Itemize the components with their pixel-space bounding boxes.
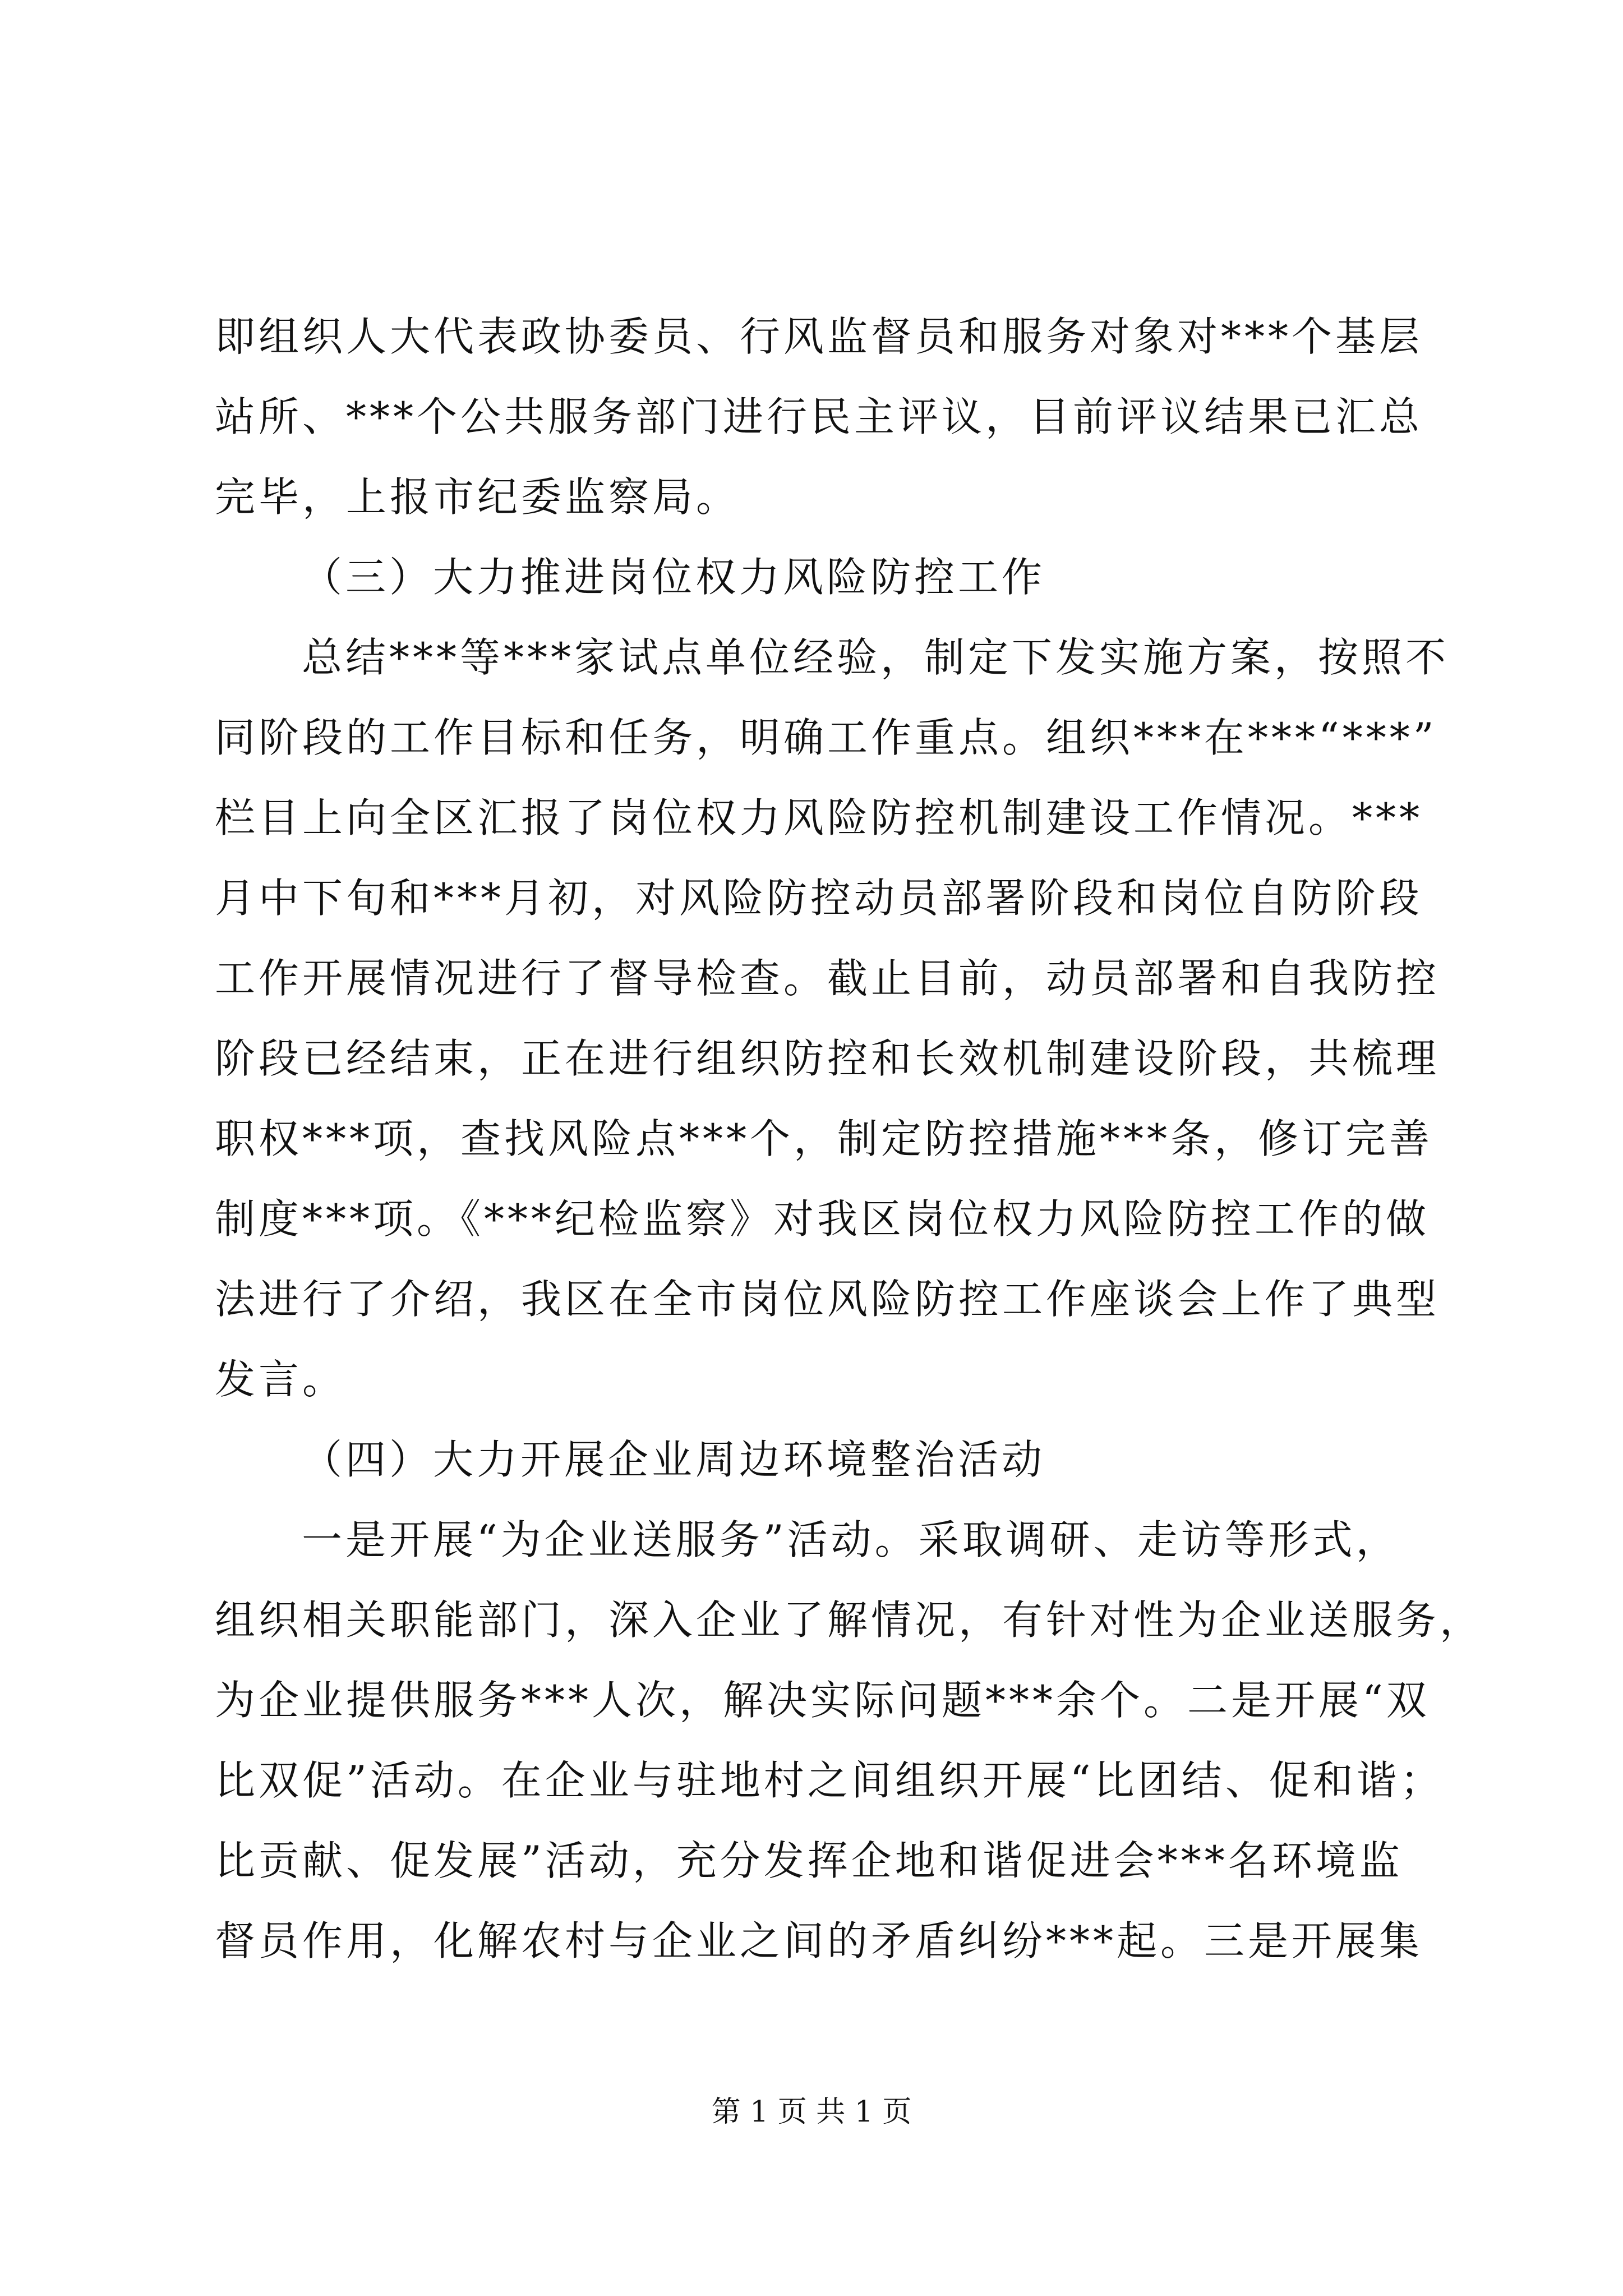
text-line-17: 组织相关职能部门，深入企业了解情况，有针对性为企业送服务， bbox=[215, 1596, 1484, 1644]
text-line-3: 完毕，上报市纪委监察局。 bbox=[215, 473, 740, 521]
text-line-21: 督员作用，化解农村与企业之间的矛盾纠纷***起。三是开展集 bbox=[215, 1917, 1423, 1964]
text-line-6: 同阶段的工作目标和任务，明确工作重点。组织***在***“***” bbox=[215, 714, 1437, 761]
text-line-11: 职权***项，查找风险点***个，制定防控措施***条，修订完善 bbox=[215, 1115, 1433, 1162]
text-line-10: 阶段已经结束，正在进行组织防控和长效机制建设阶段，共梳理 bbox=[215, 1035, 1440, 1082]
text-line-9: 工作开展情况进行了督导检查。截止目前，动员部署和自我防控 bbox=[215, 955, 1440, 1002]
text-line-8: 月中下旬和***月初，对风险防控动员部署阶段和岗位自防阶段 bbox=[215, 875, 1423, 922]
text-line-7: 栏目上向全区汇报了岗位权力风险防控机制建设工作情况。*** bbox=[215, 794, 1423, 841]
section-heading-four: （四）大力开展企业周边环境整治活动 bbox=[302, 1436, 1046, 1483]
text-line-1: 即组织人大代表政协委员、行风监督员和服务对象对***个基层 bbox=[215, 313, 1423, 360]
page-number-footer: 第 1 页 共 1 页 bbox=[711, 2095, 912, 2129]
text-line-19: 比双促”活动。在企业与驻地村之间组织开展“比团结、促和谐； bbox=[215, 1757, 1444, 1804]
text-line-16: 一是开展“为企业送服务”活动。采取调研、走访等形式， bbox=[302, 1516, 1400, 1563]
section-heading-three: （三）大力推进岗位权力风险防控工作 bbox=[302, 554, 1046, 601]
text-line-14: 发言。 bbox=[215, 1356, 347, 1403]
text-line-12: 制度***项。《***纪检监察》对我区岗位权力风险防控工作的做 bbox=[215, 1195, 1430, 1243]
text-line-5: 总结***等***家试点单位经验，制定下发实施方案，按照不 bbox=[302, 634, 1450, 681]
text-line-13: 法进行了介绍，我区在全市岗位风险防控工作座谈会上作了典型 bbox=[215, 1276, 1440, 1323]
text-line-18: 为企业提供服务***人次，解决实际问题***余个。二是开展“双 bbox=[215, 1677, 1430, 1724]
text-line-20: 比贡献、促发展”活动，充分发挥企地和谐促进会***名环境监 bbox=[215, 1837, 1403, 1884]
text-line-2: 站所、***个公共服务部门进行民主评议，目前评议结果已汇总 bbox=[215, 393, 1423, 440]
